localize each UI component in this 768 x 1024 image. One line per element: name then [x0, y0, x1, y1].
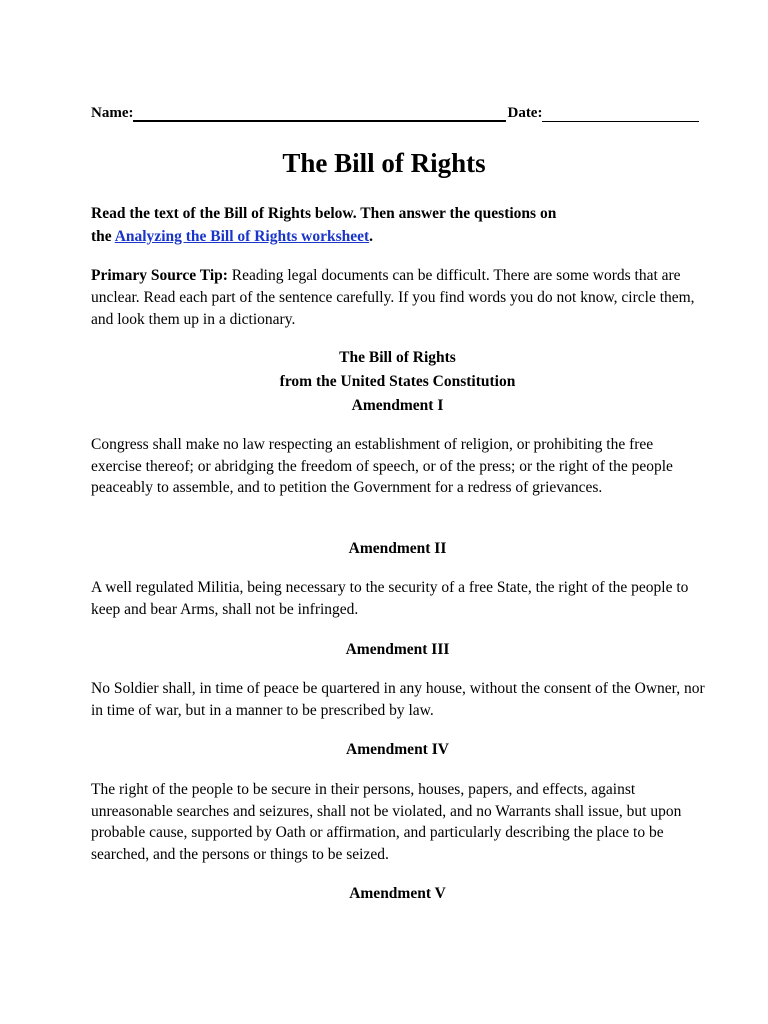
document-heading — [0, 346, 768, 418]
page-title: The Bill of Rights — [282, 148, 486, 178]
intro-line-2-suffix: . — [369, 228, 374, 245]
amendment-5-heading: Amendment V — [349, 885, 446, 902]
amendment-2-heading: Amendment II — [348, 540, 447, 557]
primary-source-tip — [91, 265, 711, 331]
intro-line-2-prefix: the — [91, 228, 115, 245]
name-date-line — [91, 104, 699, 122]
intro-line-1: Read the text of the Bill of Rights below. Then answer the questions on — [91, 205, 557, 222]
tip-text: Reading legal documents can be difficult. There are some words that are unclear. Read each part of the sentence carefully. If you find words you do not know, circle them, and look them up in a dictionary. — [91, 267, 695, 328]
amendment-4-text: The right of the people to be secure in their persons, houses, papers, and effects, against unreasonable searches and seizures, shall not be violated, and no Warrants shall issue, but upon probable cause, supported by Oath or affirmation, and particularly describing the place to be searched, and the persons or things to be seized. — [91, 781, 682, 863]
document-heading-title: The Bill of Rights — [339, 349, 456, 366]
amendment-1-heading: Amendment I — [351, 397, 444, 414]
date-label: Date: — [507, 105, 543, 121]
amendment-1-text: Congress shall make no law respecting an establishment of religion, or prohibiting the free exercise thereof; or abridging the freedom of speech, or of the press; or the right of the people peaceably to assemble, and to petition the Government for a redress of grievances. — [91, 436, 673, 496]
worksheet-link[interactable]: Analyzing the Bill of Rights worksheet — [114, 228, 370, 245]
date-blank-line — [542, 108, 699, 122]
name-label: Name: — [91, 105, 134, 121]
tip-label: Primary Source Tip: — [91, 267, 228, 284]
amendment-4-heading: Amendment IV — [346, 741, 449, 758]
amendment-2-text: A well regulated Militia, being necessary to the security of a free State, the right of the people to keep and bear Arms, shall not be infringed. — [91, 579, 689, 618]
amendment-3-text: No Soldier shall, in time of peace be quartered in any house, without the consent of the Owner, nor in time of war, but in a manner to be prescribed by law. — [91, 680, 705, 719]
intro-instructions — [91, 202, 711, 248]
document-heading-source: from the United States Constitution — [279, 373, 516, 390]
amendment-3-heading: Amendment III — [345, 641, 450, 658]
name-blank-line — [133, 107, 506, 122]
